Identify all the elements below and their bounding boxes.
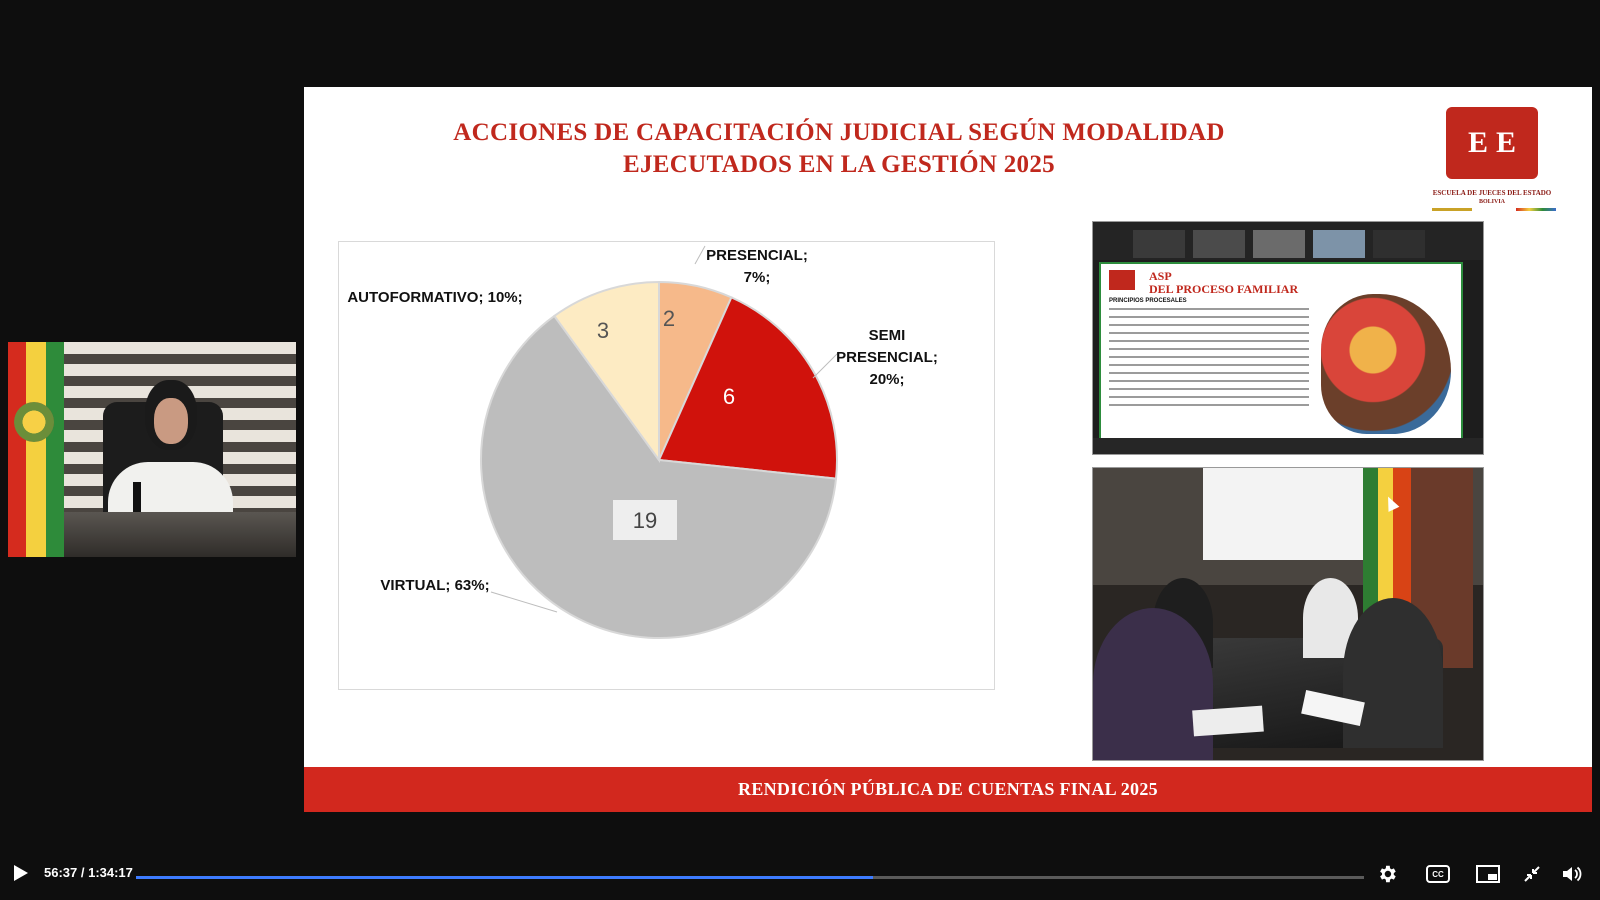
time-display: 56:37 / 1:34:17 xyxy=(44,865,133,880)
shared-slide-title-line2: DEL PROCESO FAMILIAR xyxy=(1149,282,1299,296)
projector-screen xyxy=(1203,468,1363,560)
logo-letter-left: E xyxy=(1467,126,1488,159)
pie-category-label: AUTOFORMATIVO; 10%; xyxy=(347,289,523,306)
volume-icon[interactable] xyxy=(1560,863,1584,885)
progress-bar[interactable] xyxy=(136,876,1364,879)
eje-logo xyxy=(1424,107,1554,217)
play-icon[interactable] xyxy=(14,865,28,881)
shared-slide-title-line1: ASP xyxy=(1149,269,1172,283)
logo-letter-right: E xyxy=(1496,126,1517,159)
shared-slide-title xyxy=(1149,270,1298,296)
presenter-video xyxy=(8,342,296,557)
pie-value-label: 19 xyxy=(632,508,658,533)
presenter-face xyxy=(154,398,188,444)
pie-category-label: SEMI PRESENCIAL; 20%; xyxy=(836,327,938,388)
exit-fullscreen-icon[interactable] xyxy=(1520,863,1544,885)
shared-slide xyxy=(1099,262,1463,441)
pie-category-label: PRESENCIAL; 7%; xyxy=(706,247,808,286)
zoom-toolbar xyxy=(1093,438,1483,454)
pie-value-label: 2 xyxy=(662,306,676,331)
bolivia-flag xyxy=(8,342,64,557)
slide-title xyxy=(424,117,1254,181)
participant xyxy=(1093,608,1213,760)
participant-thumb xyxy=(1313,230,1365,258)
shared-slide-heading: PRINCIPIOS PROCESALES xyxy=(1109,298,1187,304)
participant-thumb xyxy=(1193,230,1245,258)
shared-slide-logo xyxy=(1109,270,1135,290)
logo-bar-gold xyxy=(1432,208,1472,211)
pie-value-label: 3 xyxy=(596,318,610,343)
shared-slide-text-lines xyxy=(1109,308,1309,412)
participant-thumb xyxy=(1373,230,1425,258)
logo-bar-flag xyxy=(1516,208,1556,211)
slide-title-line1: ACCIONES DE CAPACITACIÓN JUDICIAL SEGÚN MODALIDAD xyxy=(453,119,1225,146)
logo-book-icon xyxy=(1446,107,1538,179)
leader-line xyxy=(813,352,839,378)
zoom-session-photo xyxy=(1092,221,1484,455)
zoom-participants-bar xyxy=(1093,222,1483,260)
shared-slide-map-illustration xyxy=(1321,294,1451,434)
cc-label: CC xyxy=(1426,865,1450,883)
player-controls xyxy=(0,860,1600,890)
slide-footer: RENDICIÓN PÚBLICA DE CUENTAS FINAL 2025 xyxy=(304,767,1592,812)
participant-thumb xyxy=(1133,230,1185,258)
logo-name: ESCUELA DE JUECES DEL ESTADO xyxy=(1432,189,1552,197)
pie-category-label: VIRTUAL; 63%; xyxy=(380,577,490,594)
settings-gear-icon[interactable] xyxy=(1375,863,1399,885)
presentation-slide xyxy=(304,87,1592,812)
pie-value-label: 6 xyxy=(722,384,736,409)
leader-line xyxy=(695,246,705,264)
participant-thumb xyxy=(1253,230,1305,258)
pie-chart-svg xyxy=(339,242,994,689)
picture-in-picture-icon[interactable] xyxy=(1476,863,1500,885)
pie-chart xyxy=(338,241,995,690)
closed-captions-icon[interactable] xyxy=(1426,863,1450,885)
logo-country: BOLIVIA xyxy=(1478,199,1505,205)
progress-fill xyxy=(136,876,873,879)
flag-emblem xyxy=(14,402,54,442)
slide-title-line2: EJECUTADOS EN LA GESTIÓN 2025 xyxy=(623,151,1055,178)
meeting-room-photo xyxy=(1092,467,1484,761)
desk xyxy=(64,512,296,557)
table-sign xyxy=(1192,706,1264,737)
